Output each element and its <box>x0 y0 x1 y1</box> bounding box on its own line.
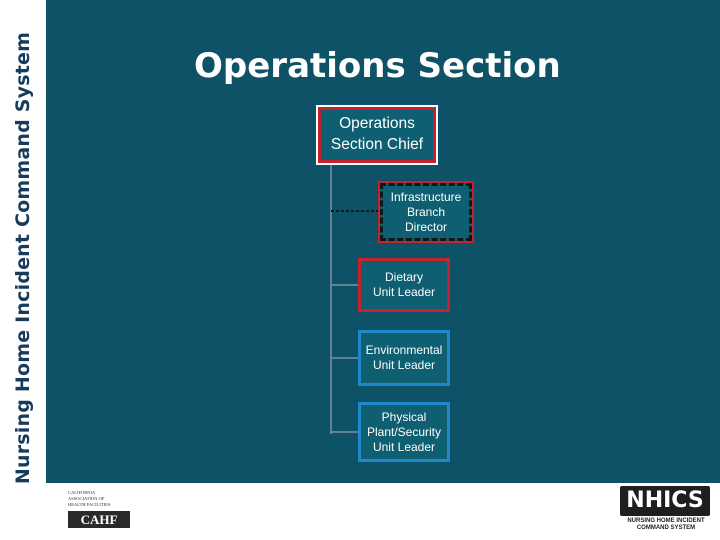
sidebar <box>0 0 46 540</box>
environmental-unit-leader-box: Environmental Unit Leader <box>358 330 450 386</box>
nhics-logo <box>620 486 712 532</box>
slide-title: Operations Section <box>194 46 561 86</box>
physical-plant-security-unit-leader-box: Physical Plant/Security Unit Leader <box>358 402 450 462</box>
infrastructure-branch-director-box: Infrastructure Branch Director <box>380 183 472 241</box>
cahf-logo-text: CALIFORNIA ASSOCIATION OF HEALTH FACILITIES <box>68 490 111 507</box>
footer <box>46 483 720 540</box>
nhics-logo-caption: NURSING HOME INCIDENT COMMAND SYSTEM <box>627 518 705 531</box>
cahf-logo-mark: CAHF <box>68 511 130 528</box>
sidebar-title: Nursing Home Incident Command System <box>12 31 34 485</box>
cahf-logo <box>68 490 130 528</box>
dietary-unit-leader-box: Dietary Unit Leader <box>358 258 450 312</box>
operations-section-chief-box: Operations Section Chief <box>318 107 436 163</box>
slide-area <box>46 0 720 483</box>
nhics-logo-badge: NHICS <box>620 486 710 516</box>
